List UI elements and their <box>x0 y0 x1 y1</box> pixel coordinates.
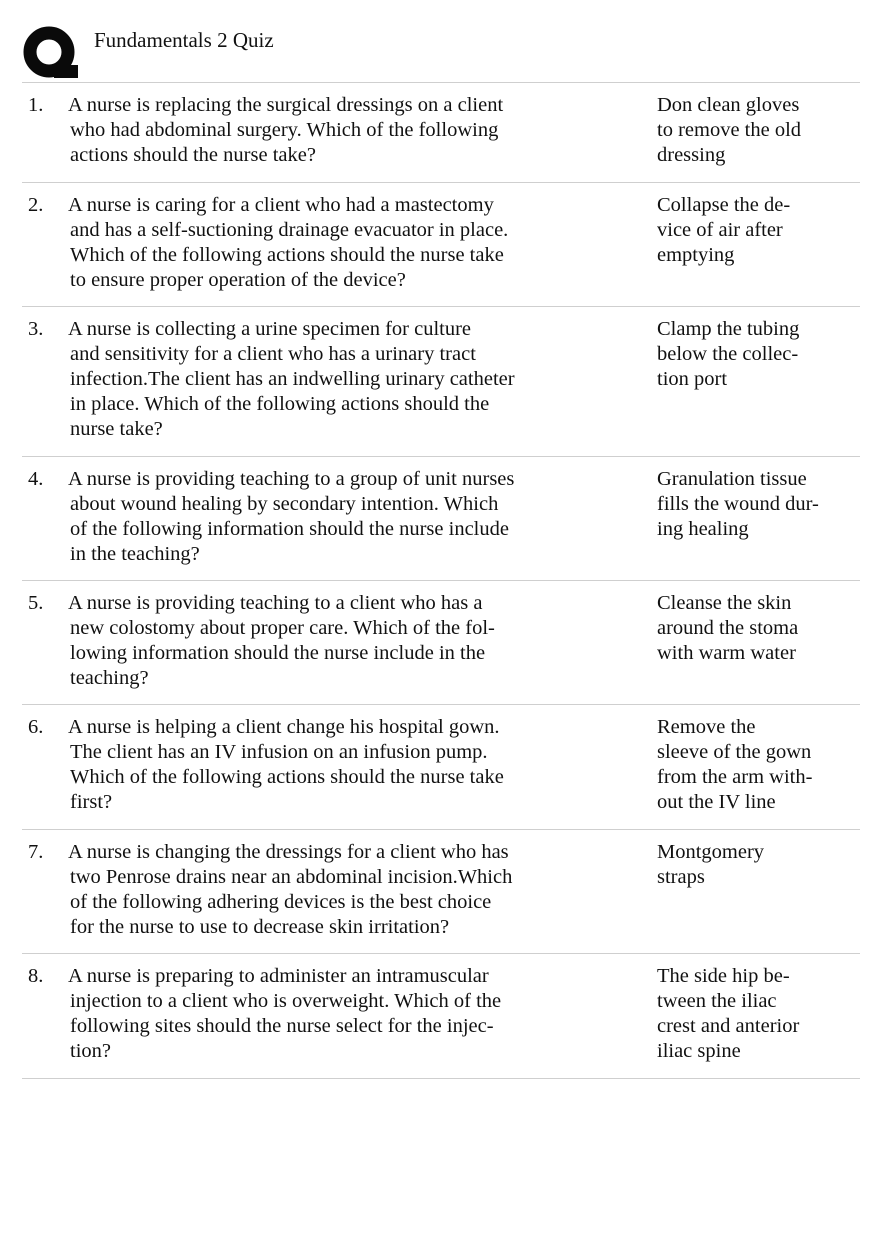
question-number: 5. <box>28 592 44 614</box>
question-text: A nurse is providing teaching to a client who has a new colostomy about proper care. Which of the fol- lowing information should the nurse include in the teaching? <box>68 592 495 689</box>
answer-text: Remove the sleeve of the gown from the arm with- out the IV line <box>657 716 813 813</box>
answer-text: Montgomery straps <box>657 841 765 888</box>
question-number: 1. <box>28 94 44 116</box>
question-text: A nurse is preparing to administer an intramuscular injection to a client who is overweight. Which of the following sites should the nurse select for the injec- tion? <box>68 965 502 1062</box>
page-header <box>22 22 860 82</box>
question-number: 7. <box>28 841 44 863</box>
question-number: 6. <box>28 716 44 738</box>
question-text: A nurse is changing the dressings for a client who has two Penrose drains near an abdominal incision.Which of the following adhering devices is the best choice for the nurse to use to decrease skin irritation? <box>68 841 513 938</box>
question-row-2 <box>22 183 860 307</box>
answer-text: The side hip be- tween the iliac crest and anterior iliac spine <box>657 965 800 1062</box>
question-text: A nurse is caring for a client who had a mastectomy and has a self-suctioning drainage evacuator in place. Which of the following actions should the nurse take to ensure proper operation of the device? <box>68 194 509 291</box>
question-row-4 <box>22 457 860 581</box>
question-text: A nurse is collecting a urine specimen for culture and sensitivity for a client who has a urinary tract infection.The client has an indwelling urinary catheter in place. Which of the following actions should the nurse take? <box>68 318 515 440</box>
page-title: Fundamentals 2 Quiz <box>94 28 274 52</box>
question-list <box>22 83 860 1079</box>
question-row-7 <box>22 830 860 954</box>
question-number: 3. <box>28 318 44 340</box>
question-number: 2. <box>28 194 44 216</box>
question-text: A nurse is providing teaching to a group of unit nurses about wound healing by secondary intention. Which of the following information should the nurse include in the teaching? <box>68 468 515 565</box>
question-row-3 <box>22 307 860 457</box>
question-number: 8. <box>28 965 44 987</box>
question-row-8 <box>22 954 860 1079</box>
answer-text: Granulation tissue fills the wound dur- ing healing <box>657 468 819 540</box>
question-text: A nurse is replacing the surgical dressings on a client who had abdominal surgery. Which of the following actions should the nurse take? <box>68 94 504 166</box>
answer-text: Clamp the tubing below the collec- tion port <box>657 318 800 390</box>
quizlet-q-logo-icon <box>22 25 80 81</box>
question-row-6 <box>22 705 860 830</box>
question-row-5 <box>22 581 860 705</box>
question-number: 4. <box>28 468 44 490</box>
question-text: A nurse is helping a client change his hospital gown. The client has an IV infusion on an infusion pump. Which of the following actions should the nurse take first? <box>68 716 504 813</box>
answer-text: Don clean gloves to remove the old dressing <box>657 94 802 166</box>
question-row-1 <box>22 83 860 183</box>
answer-text: Cleanse the skin around the stoma with warm water <box>657 592 799 664</box>
answer-text: Collapse the de- vice of air after emptying <box>657 194 791 266</box>
